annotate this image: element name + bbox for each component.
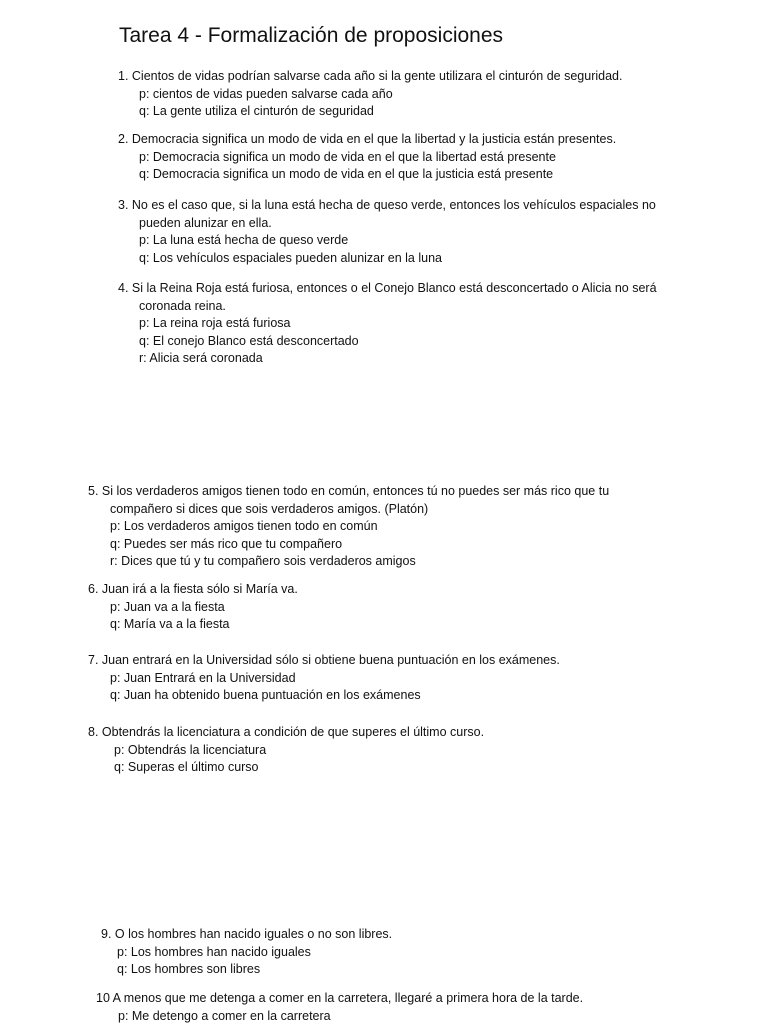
proposition-q: q: La gente utiliza el cinturón de seguridad (118, 103, 622, 121)
exercise-statement: 10 A menos que me detenga a comer en la carretera, llegaré a primera hora de la tarde. (96, 990, 583, 1008)
page-title: Tarea 4 - Formalización de proposiciones (119, 24, 503, 48)
proposition-q: q: Superas el último curso (88, 759, 484, 777)
exercise-item-7 (88, 652, 560, 705)
proposition-q: q: Los hombres son libres (101, 961, 392, 979)
exercise-item-6 (88, 581, 298, 634)
proposition-q: q: María va a la fiesta (88, 616, 298, 634)
exercise-item-10 (96, 990, 583, 1025)
proposition-q: q: Los vehículos espaciales pueden alunizar en la luna (118, 250, 656, 268)
proposition-p: p: Los verdaderos amigos tienen todo en común (88, 518, 609, 536)
exercise-statement: 1. Cientos de vidas podrían salvarse cada año si la gente utilizara el cinturón de seguridad. (118, 68, 622, 86)
exercise-statement: 7. Juan entrará en la Universidad sólo si obtiene buena puntuación en los exámenes. (88, 652, 560, 670)
proposition-q: q: Puedes ser más rico que tu compañero (88, 536, 609, 554)
exercise-item-5 (88, 483, 609, 571)
exercise-statement: 9. O los hombres han nacido iguales o no son libres. (101, 926, 392, 944)
exercise-item-9 (101, 926, 392, 979)
exercise-statement-continued: pueden alunizar en ella. (118, 215, 656, 233)
proposition-p: p: cientos de vidas pueden salvarse cada año (118, 86, 622, 104)
exercise-statement: 5. Si los verdaderos amigos tienen todo en común, entonces tú no puedes ser más rico que tu (88, 483, 609, 501)
exercise-statement: 3. No es el caso que, si la luna está hecha de queso verde, entonces los vehículos espaciales no (118, 197, 656, 215)
exercise-item-1 (118, 68, 622, 121)
exercise-statement: 6. Juan irá a la fiesta sólo si María va. (88, 581, 298, 599)
proposition-p: p: Juan va a la fiesta (88, 599, 298, 617)
proposition-p: p: La luna está hecha de queso verde (118, 232, 656, 250)
exercise-statement: 4. Si la Reina Roja está furiosa, entonces o el Conejo Blanco está desconcertado o Alicia no será (118, 280, 657, 298)
exercise-statement-continued: coronada reina. (118, 298, 657, 316)
proposition-q: q: Democracia significa un modo de vida en el que la justicia está presente (118, 166, 616, 184)
exercise-item-8 (88, 724, 484, 777)
proposition-q: q: El conejo Blanco está desconcertado (118, 333, 657, 351)
proposition-r: r: Alicia será coronada (118, 350, 657, 368)
proposition-p: p: Obtendrás la licenciatura (88, 742, 484, 760)
exercise-statement: 2. Democracia significa un modo de vida en el que la libertad y la justicia están presentes. (118, 131, 616, 149)
proposition-p: p: Me detengo a comer en la carretera (96, 1008, 583, 1025)
proposition-q: q: Juan ha obtenido buena puntuación en los exámenes (88, 687, 560, 705)
proposition-r: r: Dices que tú y tu compañero sois verdaderos amigos (88, 553, 609, 571)
proposition-p: p: Juan Entrará en la Universidad (88, 670, 560, 688)
exercise-statement-continued: compañero si dices que sois verdaderos amigos. (Platón) (88, 501, 609, 519)
proposition-p: p: La reina roja está furiosa (118, 315, 657, 333)
exercise-item-4 (118, 280, 657, 368)
exercise-item-3 (118, 197, 656, 267)
exercise-item-2 (118, 131, 616, 184)
proposition-p: p: Democracia significa un modo de vida en el que la libertad está presente (118, 149, 616, 167)
proposition-p: p: Los hombres han nacido iguales (101, 944, 392, 962)
exercise-statement: 8. Obtendrás la licenciatura a condición de que superes el último curso. (88, 724, 484, 742)
